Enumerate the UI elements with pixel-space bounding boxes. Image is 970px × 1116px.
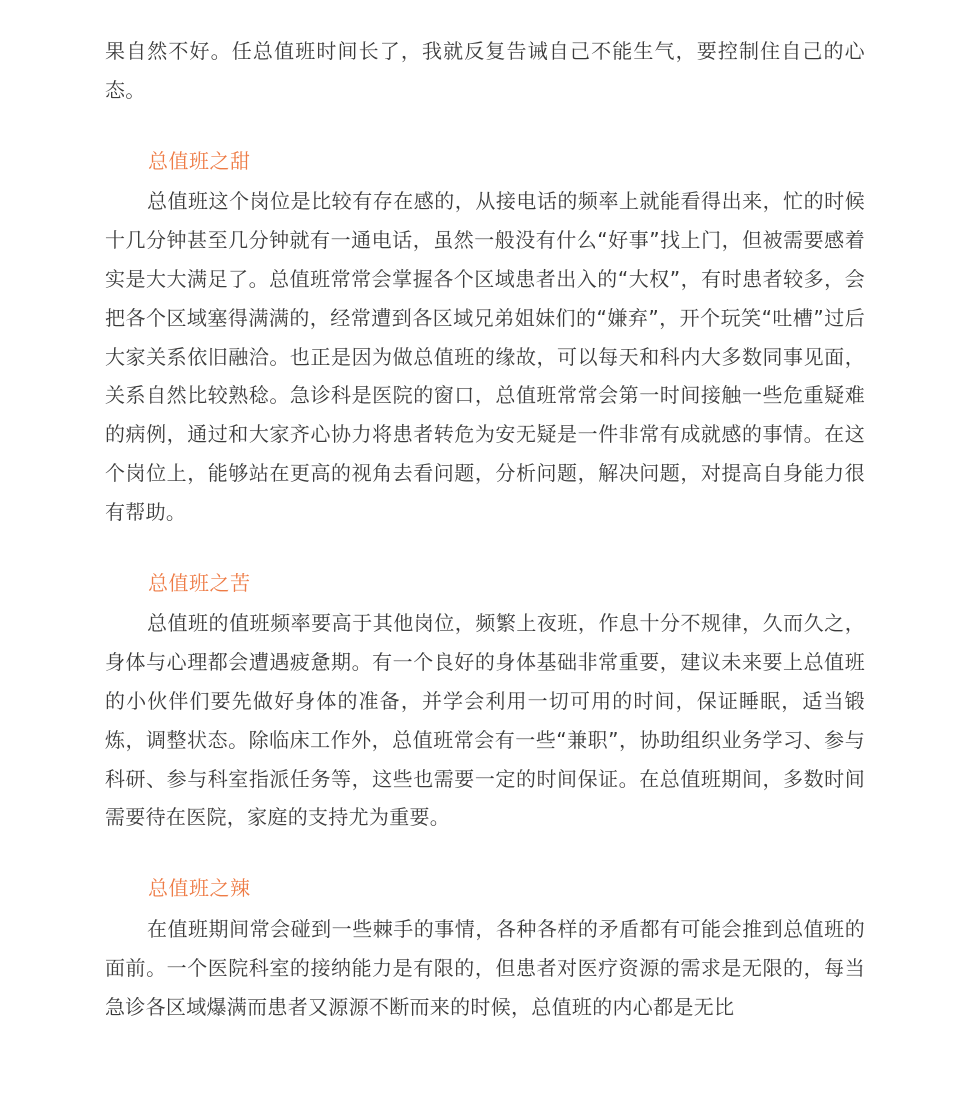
section-body-bitter: 总值班的值班频率要高于其他岗位，频繁上夜班，作息十分不规律，久而久之，身体与心理都会遭遇疲惫期。有一个良好的身体基础非常重要，建议未来要上总值班的小伙伴们要先做好身体的准备，并学会利用一切可用的时间，保证睡眠，适当锻炼，调整状态。除临床工作外，总值班常会有一些“兼职”，协助组织业务学习、参与科研、参与科室指派任务等，这些也需要一定的时间保证。在总值班期间，多数时间需要待在医院，家庭的支持尤为重要。: [105, 611, 865, 830]
section-body-spicy: 在值班期间常会碰到一些棘手的事情，各种各样的矛盾都有可能会推到总值班的面前。一个医院科室的接纳能力是有限的，但患者对医疗资源的需求是无限的，每当急诊各区域爆满而患者又源源不断而来的时候，总值班的内心都是无比: [105, 916, 865, 1019]
section-body-sweet: 总值班这个岗位是比较有存在感的，从接电话的频率上就能看得出来，忙的时候十几分钟甚至几分钟就有一通电话，虽然一般没有什么“好事”找上门，但被需要感着实是大大满足了。总值班常常会掌握各个区域患者出入的“大权”，有时患者较多，会把各个区域塞得满满的，经常遭到各区域兄弟姐妹们的“嫌弃”，开个玩笑“吐槽”过后大家关系依旧融洽。也正是因为做总值班的缘故，可以每天和科内大多数同事见面，关系自然比较熟稔。急诊科是医院的窗口，总值班常常会第一时间接触一些危重疑难的病例，通过和大家齐心协力将患者转危为安无疑是一件非常有成就感的事情。在这个岗位上，能够站在更高的视角去看问题，分析问题，解决问题，对提高自身能力很有帮助。: [105, 189, 865, 524]
article: [105, 32, 865, 1026]
section-title-spicy: 总值班之辣: [148, 876, 251, 901]
section-title-sweet: 总值班之甜: [148, 148, 251, 173]
intro-paragraph-tail: 果自然不好。任总值班时间长了，我就反复告诫自己不能生气，要控制住自己的心态。: [105, 39, 865, 102]
section-title-bitter: 总值班之苦: [148, 570, 251, 595]
